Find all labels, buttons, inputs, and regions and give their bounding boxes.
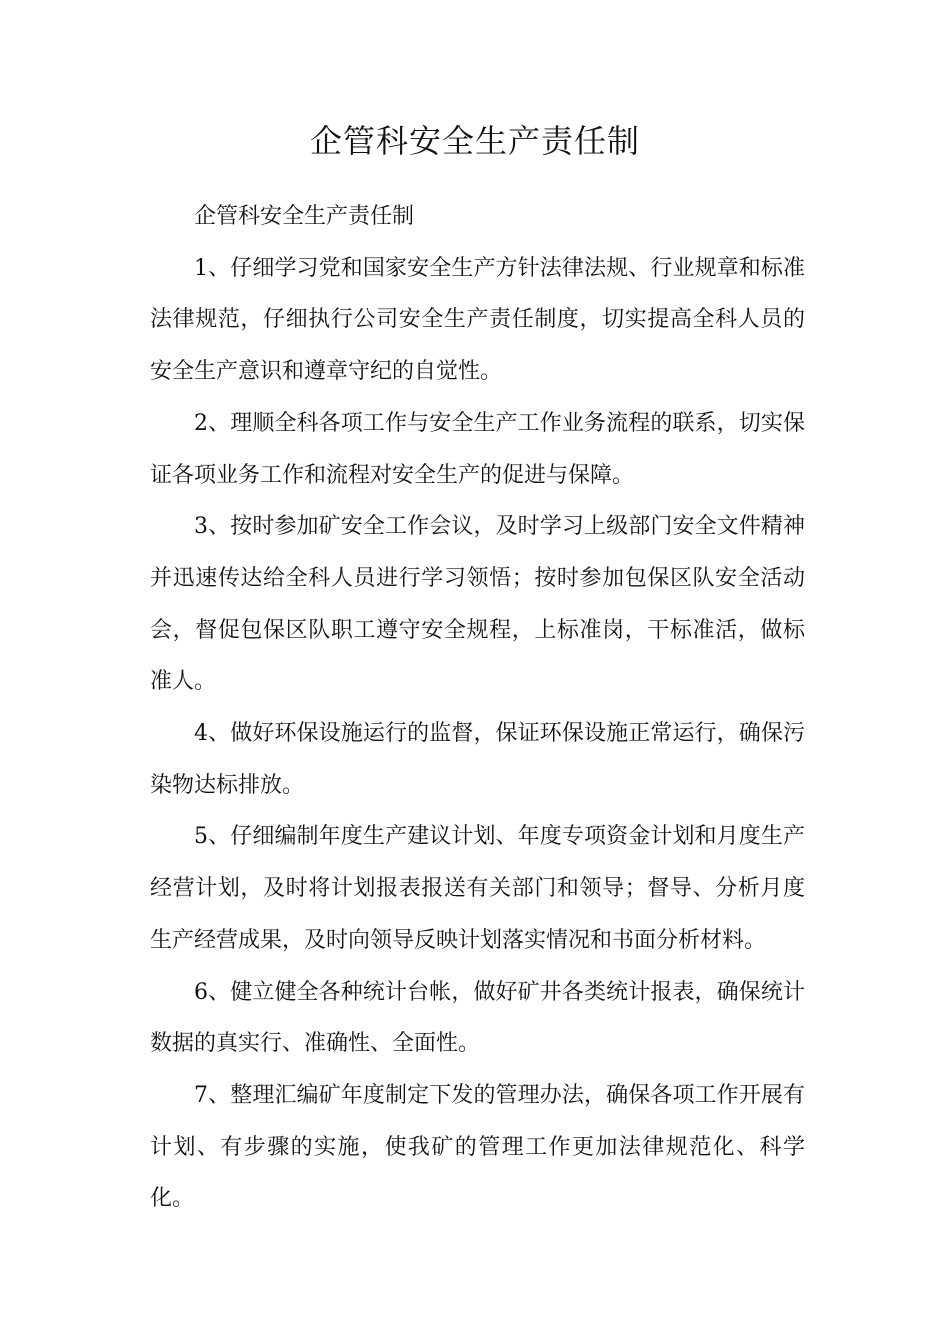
paragraph-subtitle: 企管科安全生产责任制	[194, 204, 415, 229]
paragraph-item-2: 2、理顺全科各项工作与安全生产工作业务流程的联系，切实保证各项业务工作和流程对安全生产的促进与保障。	[150, 410, 805, 488]
paragraph-item-7: 7、整理汇编矿年度制定下发的管理办法，确保各项工作开展有计划、有步骤的实施，使我矿的管理工作更加法律规范化、科学化。	[150, 1082, 805, 1212]
document-body	[150, 191, 805, 1225]
paragraph-item-6: 6、健立健全各种统计台帐，做好矿井各类统计报表，确保统计数据的真实行、准确性、全面性。	[150, 979, 805, 1057]
document-title: 企管科安全生产责任制	[309, 122, 640, 160]
paragraph-item-3: 3、按时参加矿安全工作会议，及时学习上级部门安全文件精神并迅速传达给全科人员进行学习领悟；按时参加包保区队安全活动会，督促包保区队职工遵守安全规程，上标准岗，干标准活，做标准人。	[150, 514, 805, 695]
paragraph-item-1: 1、仔细学习党和国家安全生产方针法律法规、行业规章和标准法律规范，仔细执行公司安全生产责任制度，切实提高全科人员的安全生产意识和遵章守纪的自觉性。	[150, 255, 805, 385]
paragraph-item-5: 5、仔细编制年度生产建议计划、年度专项资金计划和月度生产经营计划，及时将计划报表报送有关部门和领导；督导、分析月度生产经营成果，及时向领导反映计划落实情况和书面分析材料。	[150, 824, 805, 953]
paragraph-item-4: 4、做好环保设施运行的监督，保证环保设施正常运行，确保污染物达标排放。	[150, 721, 805, 798]
